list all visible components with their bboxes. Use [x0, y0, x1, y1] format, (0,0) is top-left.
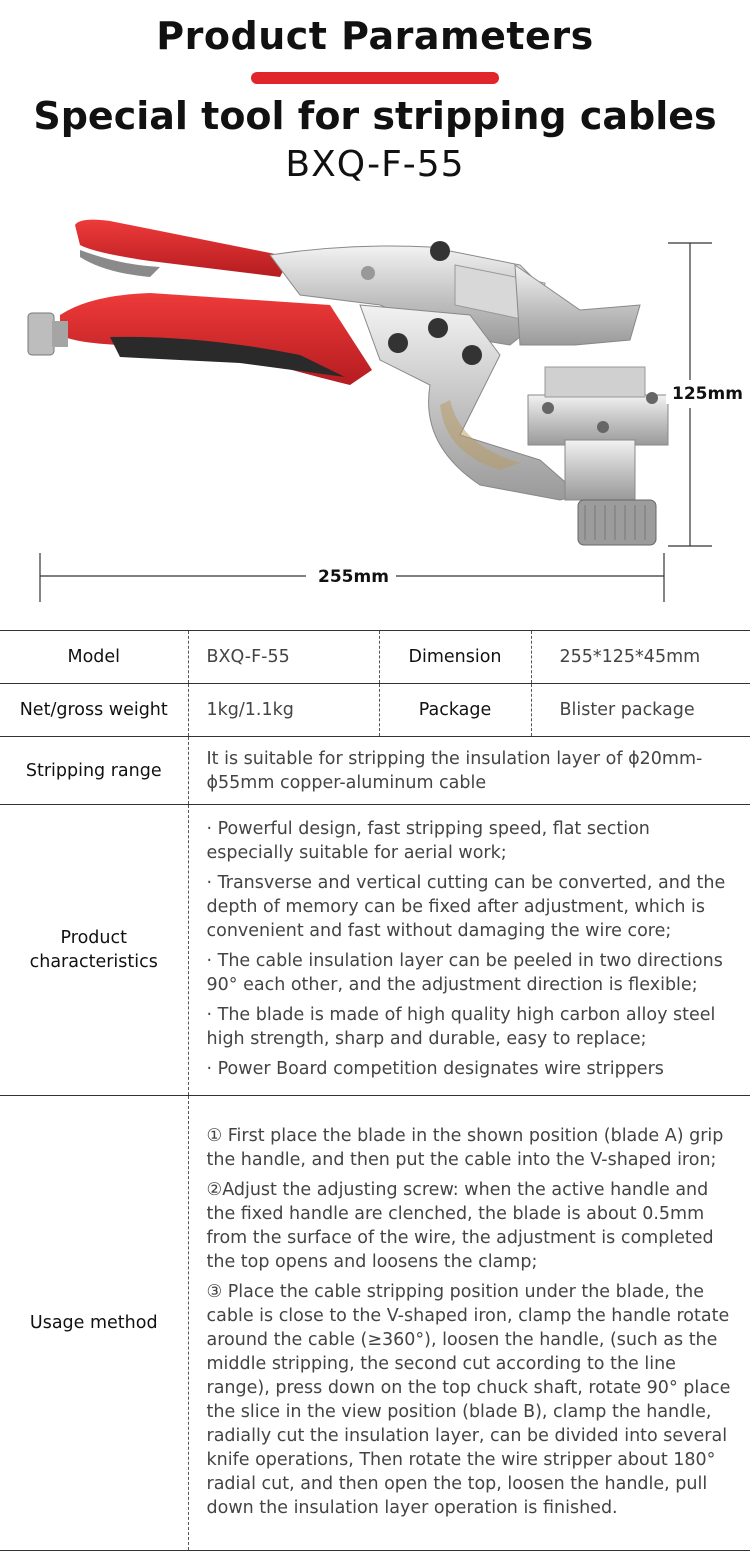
table-row [0, 631, 750, 684]
list-item: ③ Place the cable stripping position under the blade, the cable is close to the V-shaped iron, clamp the handle rotate around the cable (≥360°), loosen the handle, (such as the middle stripping, the second cut according to the line range), press down on the top chuck shaft, rotate 90° place the slice in the view position (blade B), clamp the handle, radially cut the insulation layer, can be divided into several knife operations, Then rotate the wire stripper about 180° radial cut, and then open the top, loosen the handle, pull down the insulation layer operation is finished. [206, 1282, 731, 1518]
table-row [0, 684, 750, 737]
list-item: ②Adjust the adjusting screw: when the active handle and the fixed handle are clenched, the blade is about 0.5mm from the surface of the wire, the adjustment is completed the top opens and loosens the clamp; [206, 1180, 714, 1272]
title-underline [251, 72, 499, 84]
product-model: BXQ-F-55 [285, 144, 465, 185]
package-value: Blister package [531, 684, 750, 737]
package-key: Package [379, 684, 531, 737]
product-name: Special tool for stripping cables [33, 94, 717, 138]
blade-block [528, 367, 668, 545]
page-title: Product Parameters [156, 14, 594, 58]
wire-stripper-illustration [0, 195, 750, 615]
list-item: ① First place the blade in the shown position (blade A) grip the handle, and then put the cable into the V-shaped iron; [206, 1126, 724, 1170]
table-row [0, 737, 750, 805]
dimension-value: 255*125*45mm [531, 631, 750, 684]
range-key: Stripping range [0, 737, 188, 805]
height-label: 125mm [666, 384, 749, 404]
list-item: · The blade is made of high quality high carbon alloy steel high strength, sharp and durable, easy to replace; [206, 1005, 716, 1049]
characteristics-key: Product characteristics [0, 805, 188, 1096]
width-label: 255mm [312, 567, 395, 587]
model-key: Model [0, 631, 188, 684]
table-row [0, 805, 750, 1096]
characteristics-list [188, 805, 750, 1096]
weight-value: 1kg/1.1kg [188, 684, 379, 737]
dimension-key: Dimension [379, 631, 531, 684]
product-figure [0, 195, 750, 615]
model-value: BXQ-F-55 [188, 631, 379, 684]
usage-list [188, 1096, 750, 1551]
range-value: It is suitable for stripping the insulation layer of ϕ20mm-ϕ55mm copper-aluminum cable [188, 737, 750, 805]
weight-key: Net/gross weight [0, 684, 188, 737]
parameters-table [0, 630, 750, 1551]
list-item: · Power Board competition designates wire strippers [206, 1059, 664, 1079]
lower-handle [60, 293, 372, 385]
list-item: · Powerful design, fast stripping speed, flat section especially suitable for aerial work; [206, 819, 650, 863]
list-item: · The cable insulation layer can be peeled in two directions 90° each other, and the adjustment direction is flexible; [206, 951, 723, 995]
list-item: · Transverse and vertical cutting can be converted, and the depth of memory can be fixed after adjustment, which is convenient and fast without damaging the wire core; [206, 873, 726, 941]
usage-key: Usage method [0, 1096, 188, 1551]
upper-handle [75, 220, 290, 277]
table-row [0, 1096, 750, 1551]
